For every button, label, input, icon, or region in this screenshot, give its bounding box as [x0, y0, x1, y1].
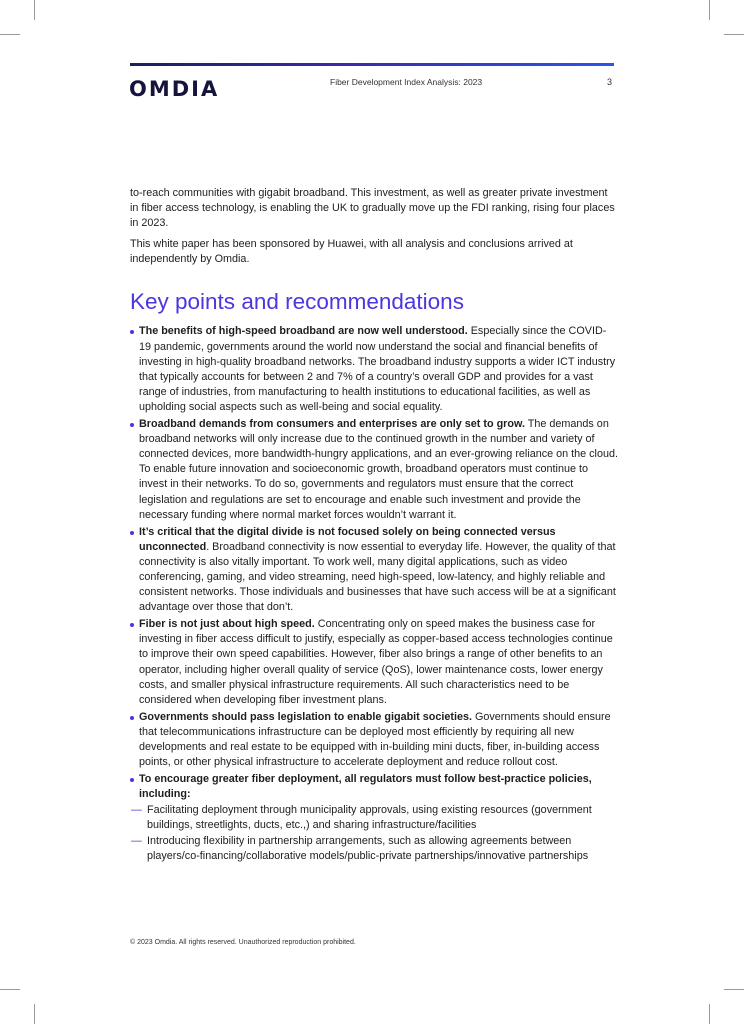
sub-list-item: — Introducing flexibility in partnership arrangements, such as allowing agreements between players/co-financing/collaborative models/public-private partnerships/innovative partnerships: [130, 834, 618, 864]
omdia-logo: OMDIA: [129, 77, 220, 101]
copyright-footer: © 2023 Omdia. All rights reserved. Unauthorized reproduction prohibited.: [130, 939, 356, 946]
point-text: . Broadband connectivity is now essential to everyday life. However, the quality of that connectivity is also vitally important. To work well, many digital applications, such as video conferencing, gaming, and video streaming, need high-speed, low-latency, and highly reliable and consistent networks. Those individuals and businesses that have such access will be at a significant advantage over those that don’t.: [139, 540, 616, 614]
key-points-list: [130, 324, 618, 863]
page-number: 3: [607, 77, 613, 87]
page-content: [130, 186, 618, 866]
list-item: [130, 710, 618, 770]
point-lead: The benefits of high-speed broadband are now well understood.: [139, 325, 468, 338]
list-item: [130, 417, 618, 523]
crop-mark: [724, 34, 744, 35]
section-heading: Key points and recommendations: [130, 289, 464, 315]
point-text: Concentrating only on speed makes the business case for investing in fiber access difficult to justify, especially as copper-based access technologies continue to improve their own speed capabilities. However, fiber also brings a range of other benefits to an operator, including higher overall quality of service (QoS), lower maintenance costs, lower energy costs, and smaller physical infrastructure requirements. All such characteristics need to be considered when developing fiber investment plans.: [139, 618, 613, 706]
point-lead: Governments should pass legislation to enable gigabit societies.: [139, 710, 472, 723]
sub-list: [130, 803, 618, 863]
crop-mark: [724, 989, 744, 990]
point-lead: Fiber is not just about high speed.: [139, 618, 315, 631]
document-title: Fiber Development Index Analysis: 2023: [330, 77, 483, 87]
crop-mark: [0, 34, 20, 35]
list-item: [130, 324, 618, 415]
crop-mark: [34, 1004, 35, 1024]
intro-paragraph: This white paper has been sponsored by Huawei, with all analysis and conclusions arrived at independently by Omdia.: [130, 238, 573, 266]
crop-mark: [709, 1004, 710, 1024]
point-lead: It’s critical that the digital divide is not focused solely on being connected versus unconnected: [139, 525, 556, 553]
crop-mark: [34, 0, 35, 20]
point-lead: Broadband demands from consumers and enterprises are only set to grow.: [139, 418, 525, 431]
list-item: [130, 525, 618, 616]
point-text: The demands on broadband networks will only increase due to the continued growth in the number and variety of connected devices, more bandwidth-hungry applications, and an ever-growing reliance on the cloud. To enable future innovation and socioeconomic growth, broadband operators must continue to invest in their networks. To do so, governments and regulators must ensure that the correct legislation and regulations are set to encourage and enable such investment and provide the necessary funding where normal market forces wouldn’t warrant it.: [139, 418, 618, 521]
list-item: [130, 617, 618, 708]
point-lead: To encourage greater fiber deployment, all regulators must follow best-practice policies, including:: [139, 773, 592, 801]
intro-paragraph: to-reach communities with gigabit broadband. This investment, as well as greater private investment in fiber access technology, is enabling the UK to gradually move up the FDI ranking, rising four places in 2023.: [130, 187, 615, 230]
list-item: [130, 772, 618, 864]
sub-list-item: — Facilitating deployment through municipality approvals, using existing resources (government buildings, streetlights, ducts, etc.,) and sharing infrastructure/facilities: [130, 803, 618, 833]
header-rule: [130, 63, 614, 66]
crop-mark: [709, 0, 710, 20]
crop-mark: [0, 989, 20, 990]
point-text: Especially since the COVID-19 pandemic, governments around the world now understand the social and financial benefits of investing in high-quality broadband networks. The broadband industry supports a wider ICT industry that typically accounts for between 2 and 7% of a country’s overall GDP and provides for a vast range of industries, from manufacturing to health institutions to educational facilities, as well as upholding social aspects such as well-being and social equality.: [139, 325, 616, 413]
point-text: Governments should ensure that telecommunications infrastructure can be deployed most efficiently by requiring all new developments and real estate to be equipped with in-building mini ducts, fiber, in-building access points, or other physical infrastructure to accelerate deployment and reduce rollout cost.: [139, 710, 611, 769]
